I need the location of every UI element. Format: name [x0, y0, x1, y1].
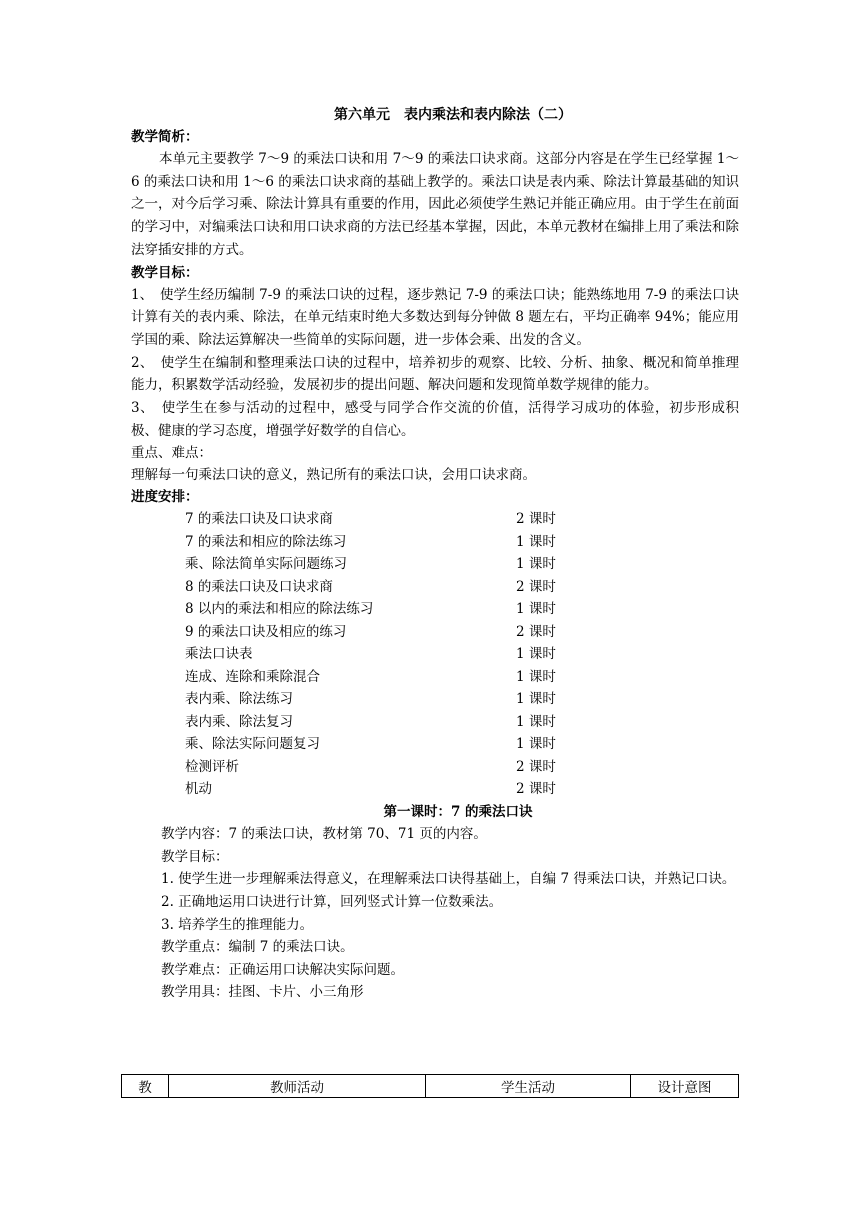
- schedule-hours: 1 课时: [516, 601, 556, 618]
- schedule-row: [131, 553, 739, 576]
- schedule-row: [131, 621, 739, 644]
- schedule-topic: 7 的乘法和相应的除法练习: [185, 533, 347, 550]
- goal-item-1: 1、 使学生经历编制 7-9 的乘法口诀的过程，逐步熟记 7-9 的乘法口诀；能熟练地用 7-9 的乘法口诀计算有关的表内乘、除法，在单元结束时绝大多数达到每分钟做 8 题左右，平均正确率 94%；能应用学国的乘、除法运算解决一些简单的实际问题，进一步体会乘、出发的含义。: [131, 286, 739, 348]
- schedule-hours: 2 课时: [516, 578, 556, 595]
- schedule-row: [131, 508, 739, 531]
- schedule-topic: 检测评析: [185, 758, 239, 775]
- lesson-difficulty: 教学难点：正确运用口诀解决实际问题。: [161, 961, 404, 978]
- schedule-hours: 1 课时: [516, 713, 556, 730]
- schedule-hours: 2 课时: [516, 623, 556, 640]
- goal-item-3: 3、 使学生在参与活动的过程中，感受与同学合作交流的价值，活得学习成功的体验，初步形成积极、健康的学习态度，增强学好数学的自信心。: [131, 400, 739, 439]
- schedule-hours: 2 课时: [516, 511, 556, 528]
- schedule-topic: 乘、除法简单实际问题练习: [185, 556, 347, 573]
- schedule-topic: 9 的乘法口诀及相应的练习: [185, 623, 347, 640]
- schedule-row: [131, 598, 739, 621]
- schedule-row: [131, 666, 739, 689]
- table-header-row: [122, 1075, 739, 1098]
- lesson-key-point: 教学重点：编制 7 的乘法口诀。: [161, 939, 354, 956]
- lesson-goal-1: 1. 使学生进一步理解乘法得意义，在理解乘法口诀得基础上，自编 7 得乘法口诀，并熟记口诀。: [161, 871, 736, 888]
- schedule-hours: 1 课时: [516, 646, 556, 663]
- key-points-heading: 重点、难点：: [131, 445, 212, 462]
- lesson-plan-table: [121, 1074, 739, 1098]
- schedule-hours: 1 课时: [516, 691, 556, 708]
- key-points-text: 理解每一句乘法口诀的意义，熟记所有的乘法口诀，会用口诀求商。: [131, 467, 536, 484]
- table-header-cell: 学生活动: [426, 1075, 631, 1098]
- schedule-topic: 8 的乘法口诀及口诀求商: [185, 578, 333, 595]
- goal-item-2: 2、 使学生在编制和整理乘法口诀的过程中，培养初步的观察、比较、分析、抽象、概况和简单推理能力，积累数学活动经验，发展初步的提出问题、解决问题和发现简单数学规律的能力。: [131, 354, 739, 394]
- unit-title: 第六单元 表内乘法和表内除法（二）: [334, 107, 572, 123]
- table-header-cell: 设计意图: [631, 1075, 739, 1098]
- document-page: [131, 104, 739, 1004]
- lesson-goals-heading: 教学目标：: [161, 848, 229, 865]
- schedule-hours: 1 课时: [516, 736, 556, 753]
- schedule-row: [131, 778, 739, 801]
- schedule-row: [131, 688, 739, 711]
- schedule-topic: 乘、除法实际问题复习: [185, 736, 320, 753]
- schedule-row: [131, 711, 739, 734]
- table-header-cell: 教: [122, 1075, 169, 1098]
- schedule-hours: 1 课时: [516, 533, 556, 550]
- schedule-row: [131, 643, 739, 666]
- schedule-hours: 1 课时: [516, 668, 556, 685]
- table-header-cell: 教师活动: [169, 1075, 426, 1098]
- schedule-hours: 2 课时: [516, 781, 556, 798]
- analysis-heading: 教学简析：: [131, 129, 199, 145]
- lesson-goal-3: 3. 培养学生的推理能力。: [161, 916, 314, 933]
- schedule-hours: 1 课时: [516, 556, 556, 573]
- schedule-row: [131, 733, 739, 756]
- schedule-topic: 表内乘、除法练习: [185, 691, 293, 708]
- lesson-title: 第一课时：7 的乘法口诀: [383, 803, 533, 820]
- analysis-text: 本单元主要教学 7～9 的乘法口诀和用 7～9 的乘法口诀求商。这部分内容是在学生已经掌握 1～6 的乘法口诀和用 1～6 的乘法口诀求商的基础上教学的。乘法口诀是表内乘、除法计算最基础的知识之一，对今后学习乘、除法计算具有重要的作用，因此必须使学生熟记并能正确应用。由于学生在前面的学习中，对编乘法口诀和用口诀求商的方法已经基本掌握，因此，本单元教材在编排上用了乘法和除法穿插安排的方式。: [131, 151, 739, 258]
- lesson-content: 教学内容：7 的乘法口诀，教材第 70、71 页的内容。: [161, 826, 487, 843]
- schedule-row: [131, 756, 739, 779]
- schedule-heading: 进度安排：: [131, 489, 199, 506]
- lesson-tools: 教学用具：挂图、卡片、小三角形: [161, 984, 364, 1001]
- goals-heading: 教学目标：: [131, 264, 199, 281]
- schedule-topic: 机动: [185, 781, 212, 798]
- schedule-topic: 连成、连除和乘除混合: [185, 668, 320, 685]
- schedule-topic: 8 以内的乘法和相应的除法练习: [185, 601, 374, 618]
- schedule-topic: 7 的乘法口诀及口诀求商: [185, 511, 333, 528]
- schedule-topic: 乘法口诀表: [185, 646, 253, 663]
- schedule-hours: 2 课时: [516, 758, 556, 775]
- schedule-topic: 表内乘、除法复习: [185, 713, 293, 730]
- schedule-row: [131, 576, 739, 599]
- schedule-row: [131, 531, 739, 554]
- schedule-list: [131, 508, 739, 801]
- lesson-goal-2: 2. 正确地运用口诀进行计算，回列竖式计算一位数乘法。: [161, 894, 503, 911]
